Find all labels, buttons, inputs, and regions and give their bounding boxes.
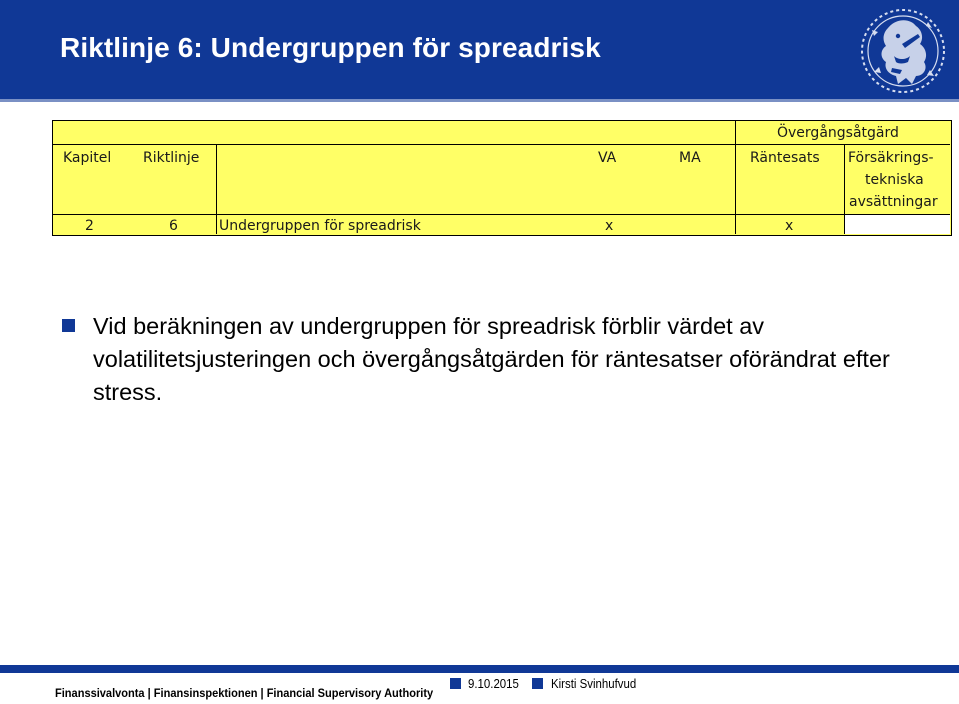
group-header-transition: Övergångsåtgärd <box>777 125 899 141</box>
slide-header <box>0 0 959 102</box>
slide-title: Riktlinje 6: Undergruppen för spreadrisk <box>60 32 601 63</box>
transition-measures-table <box>52 120 952 236</box>
table-gridline <box>735 121 736 234</box>
empty-cell <box>845 215 950 234</box>
footer-organization: Finanssivalvonta | Finansinspektionen | Financial Supervisory Authority <box>55 686 434 700</box>
col-header-va: VA <box>598 150 617 166</box>
row-rantesats: x <box>785 218 794 234</box>
col-header-forsakring-line2: tekniska <box>865 172 924 188</box>
row-va: x <box>605 218 614 234</box>
col-header-forsakring-line1: Försäkrings- <box>848 150 934 166</box>
footer-date-bullet-icon <box>450 678 461 689</box>
col-header-kapitel: Kapitel <box>63 150 112 166</box>
footer-date: 9.10.2015 <box>468 676 519 691</box>
finnish-lion-crest-icon <box>858 4 948 98</box>
bullet-square-icon <box>62 319 75 332</box>
row-riktlinje: 6 <box>169 218 178 234</box>
col-header-ma: MA <box>679 150 701 166</box>
footer-author-bullet-icon <box>532 678 543 689</box>
table-gridline <box>53 214 950 215</box>
footer-rule <box>0 665 959 673</box>
row-name: Undergruppen för spreadrisk <box>219 218 421 234</box>
col-header-riktlinje: Riktlinje <box>143 150 200 166</box>
bullet-text: Vid beräkningen av undergruppen för spreadrisk förblir värdet av volatilitetsjusteringen och övergångsåtgärden för räntesatser oförändrat efter stress. <box>93 313 890 405</box>
table-gridline <box>53 144 950 145</box>
footer-author: Kirsti Svinhufvud <box>551 676 637 691</box>
col-header-rantesats: Räntesats <box>750 150 820 166</box>
col-header-forsakring-line3: avsättningar <box>849 194 938 210</box>
row-kapitel: 2 <box>85 218 94 234</box>
table-gridline <box>216 144 217 234</box>
